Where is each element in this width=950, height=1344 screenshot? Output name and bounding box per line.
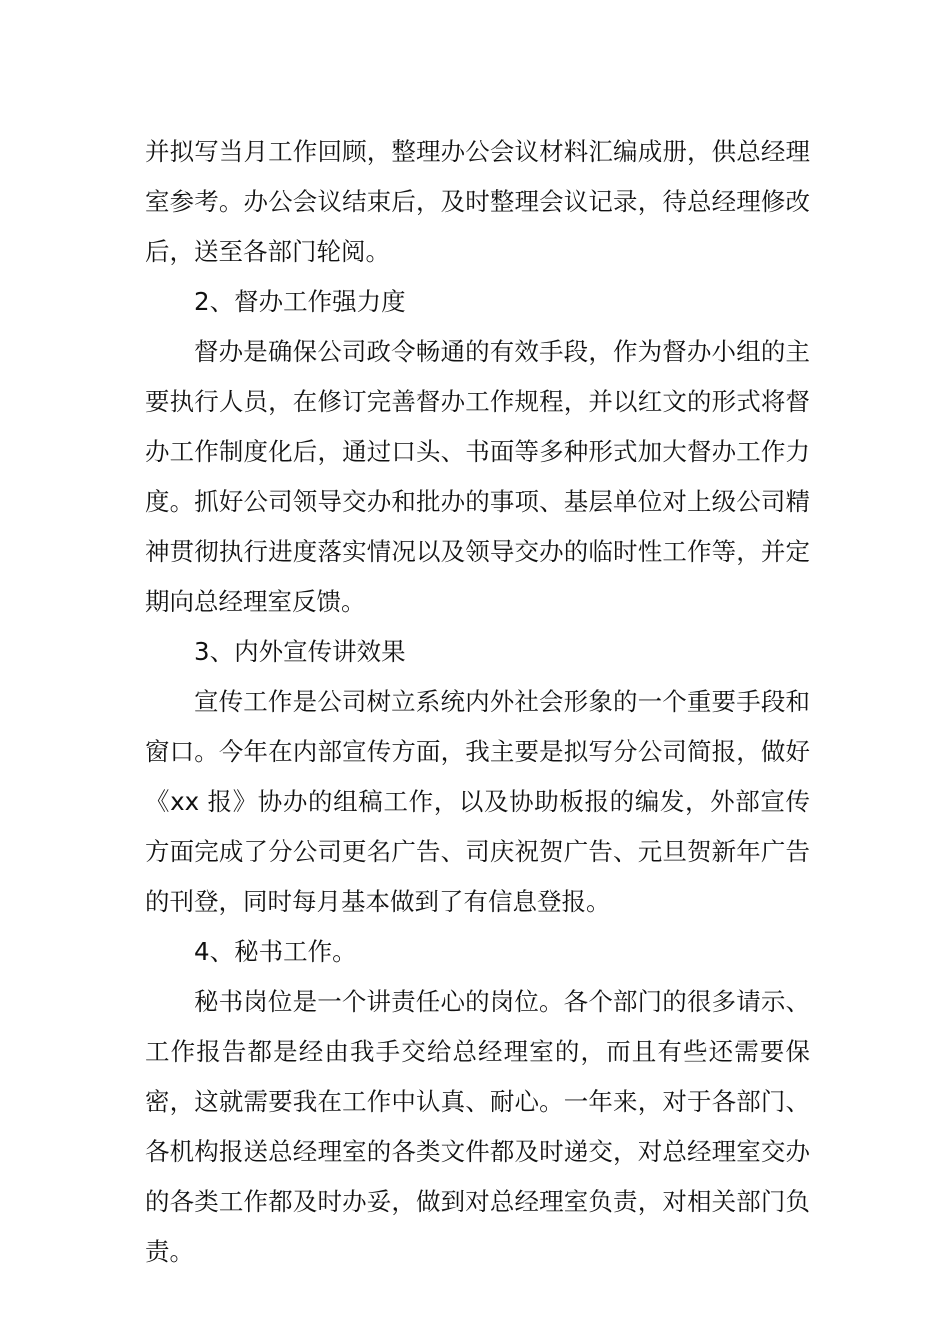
section-heading-supervision: 2、督办工作强力度 bbox=[194, 287, 406, 316]
paragraph-supervision: 督办是确保公司政令畅通的有效手段，作为督办小组的主要执行人员，在修订完善督办工作规程，并以红文的形式将督办工作制度化后，通过口头、书面等多种形式加大督办工作力度。抓好公司领导交办和批办的事项、基层单位对上级公司精神贯彻执行进度落实情况以及领导交办的临时性工作等，并定期向总经理室反馈。 bbox=[145, 337, 810, 616]
document-body bbox=[145, 127, 810, 1277]
paragraph-meeting-records: 并拟写当月工作回顾，整理办公会议材料汇编成册，供总经理室参考。办公会议结束后，及时整理会议记录，待总经理修改后，送至各部门轮阅。 bbox=[145, 137, 810, 266]
paragraph-secretary: 秘书岗位是一个讲责任心的岗位。各个部门的很多请示、工作报告都是经由我手交给总经理室的，而且有些还需要保密，这就需要我在工作中认真、耐心。一年来，对于各部门、各机构报送总经理室的各类文件都及时递交，对总经理室交办的各类工作都及时办妥，做到对总经理室负责，对相关部门负责。 bbox=[145, 987, 810, 1266]
section-heading-secretary: 4、秘书工作。 bbox=[194, 937, 357, 966]
paragraph-publicity: 宣传工作是公司树立系统内外社会形象的一个重要手段和窗口。今年在内部宣传方面，我主要是拟写分公司简报，做好《xx 报》协办的组稿工作，以及协助板报的编发，外部宣传方面完成了分公司更名广告、司庆祝贺广告、元旦贺新年广告的刊登，同时每月基本做到了有信息登报。 bbox=[145, 687, 810, 916]
section-heading-publicity: 3、内外宣传讲效果 bbox=[194, 637, 406, 666]
